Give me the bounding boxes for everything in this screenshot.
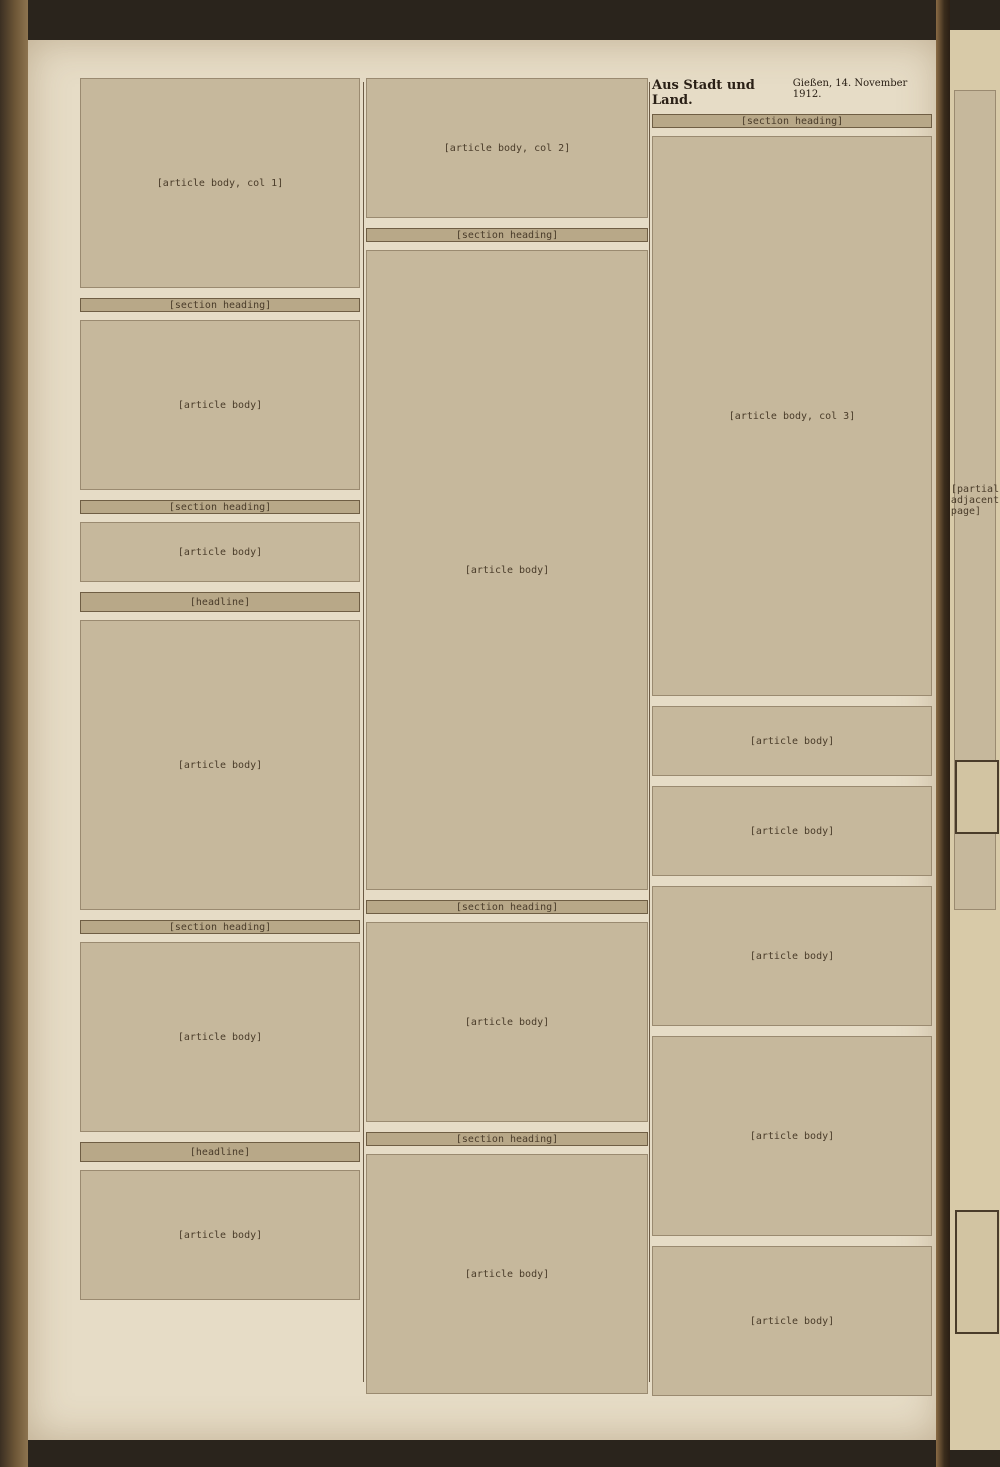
article-text: [article body, col 2] bbox=[366, 78, 648, 218]
article-text: [article body] bbox=[80, 522, 360, 582]
article-text: [article body] bbox=[80, 620, 360, 910]
article-text: [article body] bbox=[652, 706, 932, 776]
article-text: [article body] bbox=[80, 1170, 360, 1300]
section-heading: [section heading] bbox=[366, 1132, 648, 1146]
column-rule bbox=[649, 82, 650, 1382]
column-2 bbox=[366, 78, 648, 1404]
section-heading: [section heading] bbox=[366, 900, 648, 914]
section-heading: [section heading] bbox=[366, 228, 648, 242]
section-heading: [section heading] bbox=[80, 920, 360, 934]
column-rule bbox=[363, 82, 364, 1382]
adjacent-page-text: [partial adjacent page] bbox=[954, 90, 996, 910]
article-text: [article body] bbox=[366, 250, 648, 890]
scan-left-edge bbox=[0, 0, 28, 1467]
column-1 bbox=[80, 78, 360, 1310]
article-text: [article body] bbox=[366, 1154, 648, 1394]
section-title: Aus Stadt und Land. bbox=[652, 78, 755, 108]
section-heading: [section heading] bbox=[80, 298, 360, 312]
book-spine bbox=[936, 0, 950, 1467]
article-text: [article body] bbox=[652, 1246, 932, 1396]
adjacent-ad-box bbox=[955, 760, 999, 834]
section-masthead bbox=[652, 78, 932, 108]
article-text: [article body] bbox=[366, 922, 648, 1122]
dateline: Gießen, 14. November 1912. bbox=[792, 78, 908, 100]
article-text: [article body, col 1] bbox=[80, 78, 360, 288]
article-text: [article body, col 3] bbox=[652, 136, 932, 696]
column-3 bbox=[652, 78, 932, 1406]
article-text: [article body] bbox=[652, 786, 932, 876]
section-heading: [section heading] bbox=[652, 114, 932, 128]
headline: [headline] bbox=[80, 592, 360, 612]
article-text: [article body] bbox=[80, 320, 360, 490]
headline: [headline] bbox=[80, 1142, 360, 1162]
article-text: [article body] bbox=[80, 942, 360, 1132]
adjacent-ad-box bbox=[955, 1210, 999, 1334]
article-text: [article body] bbox=[652, 1036, 932, 1236]
article-text: [article body] bbox=[652, 886, 932, 1026]
section-heading: [section heading] bbox=[80, 500, 360, 514]
